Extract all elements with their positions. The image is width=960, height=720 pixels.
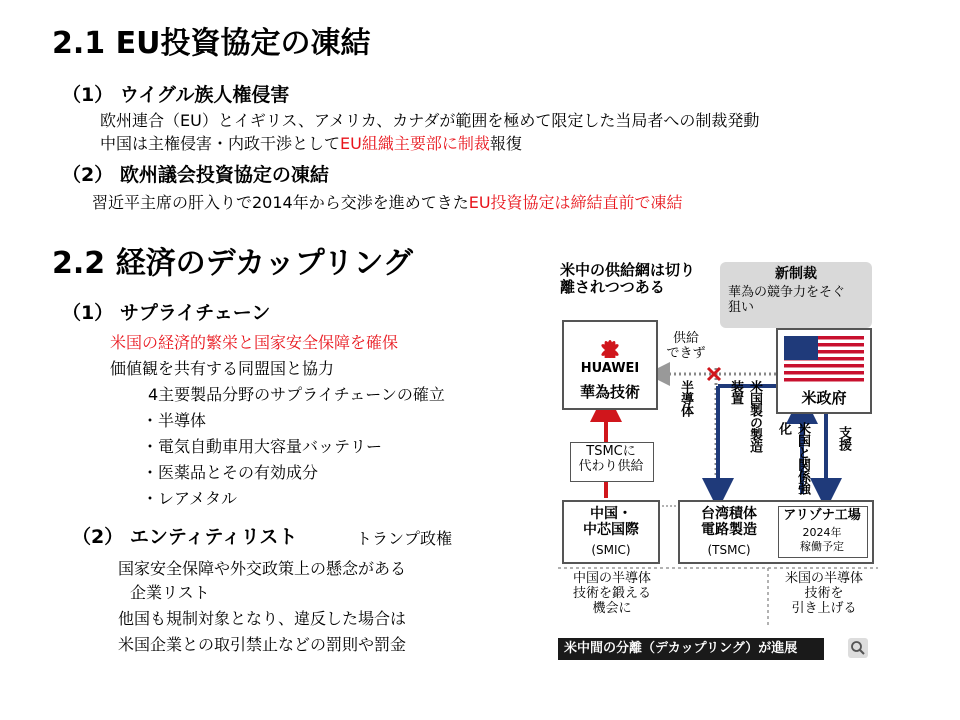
text-line: 米国企業との取引禁止などの罰則や罰金	[118, 635, 407, 654]
list-item: ・レアメタル	[142, 489, 238, 508]
text-line: 4主要製品分野のサプライチェーンの確立	[148, 385, 445, 404]
section-title-2-2: 2.2 経済のデカップリング	[52, 246, 413, 281]
us-note-line: 引き上げる	[791, 600, 857, 616]
diagram-title-line: 離されつつある	[560, 278, 665, 297]
heading-note: トランプ政権	[356, 529, 453, 548]
smic-line: 中芯国際	[583, 522, 639, 539]
tsmc-box	[678, 500, 874, 564]
smic-name	[564, 506, 658, 538]
diagram-title-line: 米中の供給網は切り	[560, 261, 696, 279]
huawei-logo-icon	[590, 330, 630, 358]
text-line	[92, 190, 683, 213]
supply-stop-line: できず	[666, 345, 706, 361]
heading-uyghur: （1） ウイグル族人権侵害	[62, 84, 290, 106]
huawei-logo-text: HUAWEI	[580, 361, 640, 376]
us-strengthen-label: 米国と関係強化	[776, 422, 810, 494]
text-line	[100, 131, 522, 154]
arizona-name: アリゾナ工場	[783, 508, 861, 523]
highlight-text: EU組織主要部に制裁	[340, 134, 490, 153]
smic-abbr: (SMIC)	[591, 543, 631, 557]
zoom-button[interactable]	[848, 638, 868, 658]
tsmc-replace-line: TSMCに	[586, 444, 636, 459]
cn-note-line: 技術を鍛える	[572, 585, 651, 601]
new-sanction-title: 新制裁	[775, 266, 817, 282]
support-label: 支援	[836, 426, 851, 450]
list-item: ・半導体	[142, 411, 207, 430]
us-note-line: 技術を	[804, 585, 844, 601]
smic-line: 中国・	[590, 506, 632, 522]
text-line: 価値観を共有する同盟国と協力	[110, 359, 335, 378]
us-equipment-label: 米国製の製造装置	[728, 380, 762, 452]
text-span: 習近平主席の肝入りで2014年から交渉を進めてきた	[92, 193, 469, 212]
arizona-box	[778, 506, 868, 558]
highlight-text: 米国の経済的繁栄と国家安全保障を確保	[110, 333, 399, 352]
us-note	[774, 572, 874, 617]
tsmc-replace-box	[570, 442, 654, 482]
zoom-icon	[848, 638, 868, 658]
heading-eu-agreement: （2） 欧州議会投資協定の凍結	[62, 164, 329, 186]
text-line: 他国も規制対象となり、違反した場合は	[118, 609, 407, 628]
semiconductor-label: 半導体	[678, 380, 693, 416]
tsmc-line: 台湾積体	[701, 506, 757, 522]
diagram-caption: 米中間の分離（デカップリング）が進展	[558, 638, 824, 660]
supply-stop-line: 供給	[672, 331, 699, 346]
new-sanction-line: 狙い	[728, 299, 755, 315]
heading-supply-chain: （1） サプライチェーン	[62, 302, 271, 324]
smic-box	[562, 500, 660, 564]
us-gov-label: 米政府	[801, 389, 847, 407]
us-flag-icon	[784, 336, 864, 382]
tsmc-replace-text	[571, 445, 651, 475]
cn-note	[562, 572, 662, 617]
tsmc-abbr: (TSMC)	[707, 543, 751, 557]
huawei-box	[562, 320, 658, 410]
arizona-year: 2024年	[802, 526, 842, 539]
text-line: 企業リスト	[130, 583, 210, 602]
heading-entity-list: （2） エンティティリスト	[72, 526, 298, 548]
supply-stop-label	[662, 332, 710, 362]
cn-note-line: 中国の半導体	[572, 571, 651, 586]
text-line: 欧州連合（EU）とイギリス、アメリカ、カナダが範囲を極めて限定した当局者への制裁発動	[100, 111, 760, 130]
highlight-text: EU投資協定は締結直前で凍結	[468, 193, 683, 212]
text-line: 国家安全保障や外交政策上の懸念がある	[118, 559, 407, 578]
text-span: 中国は主権侵害・内政干渉として	[100, 134, 341, 153]
section-title-2-1: 2.1 EU投資協定の凍結	[52, 26, 371, 61]
huawei-name: 華為技術	[579, 383, 640, 401]
us-gov-box	[776, 328, 872, 414]
cn-note-line: 機会に	[592, 600, 632, 616]
tsmc-name	[684, 506, 774, 538]
text-span: 報復	[489, 134, 522, 153]
list-item: ・医薬品とその有効成分	[142, 463, 319, 482]
list-item: ・電気自動車用大容量バッテリー	[142, 437, 383, 456]
us-note-line: 米国の半導体	[784, 571, 863, 586]
tsmc-line: 電路製造	[701, 522, 757, 539]
tsmc-replace-line: 代わり供給	[578, 458, 644, 474]
supply-chain-diagram	[558, 258, 878, 666]
arizona-status: 稼働予定	[800, 540, 844, 553]
new-sanction-line: 華為の競争力をそぐ	[728, 285, 846, 300]
